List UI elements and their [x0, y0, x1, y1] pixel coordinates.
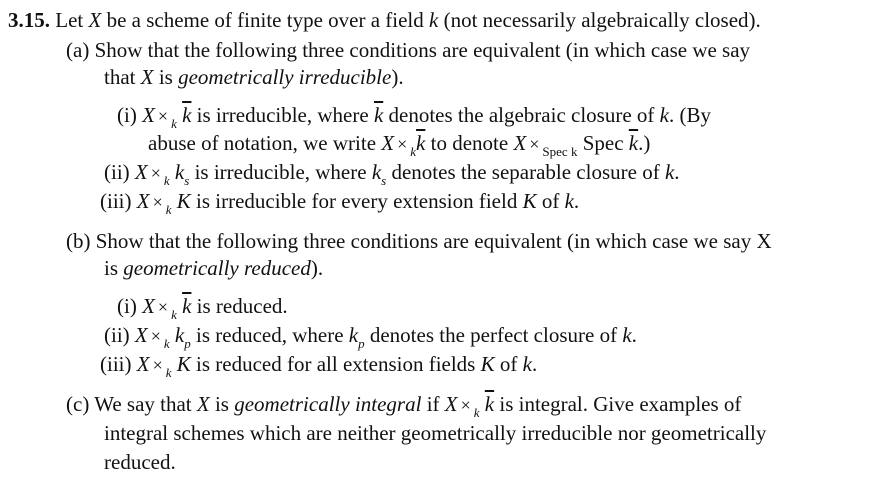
- part-a-item-i-line2: abuse of notation, we write $X \times _k\overline{k}$ to denote X × $_{Spec k}$ Spec $\overline{k}$.): [148, 131, 651, 159]
- part-a-item-ii: (ii) X × $_k$ $k_s$ is irreducible, where $k_s$ denotes the separable closure of k.: [104, 160, 680, 188]
- part-a-label: (a): [66, 38, 90, 62]
- exercise-header: 3.15. Let X be a scheme of finite type over a field k (not necessarily algebraically closed).: [8, 8, 761, 32]
- part-b-item-ii: (ii) X × $_k$ $k_p$ is reduced, where $k_p$ denotes the perfect closure of k.: [104, 323, 637, 351]
- part-a-item-i: (i) X × $_k$ $\overline{k}$ is irreducible, where $\overline{k}$ denotes the algebraic closure of k. (By: [117, 103, 711, 131]
- exercise-number: 3.15.: [8, 8, 50, 32]
- part-b-label: (b): [66, 229, 91, 253]
- part-c-line2: integral schemes which are neither geometrically irreducible nor geometrically: [104, 421, 767, 445]
- part-b-item-iii: (iii) X × $_k$ K is reduced for all extension fields K of k.: [100, 352, 538, 380]
- part-a-line1: (a) Show that the following three conditions are equivalent (in which case we say: [66, 38, 751, 62]
- part-a-line2: that X is geometrically irreducible).: [104, 65, 404, 89]
- part-c-line1: (c) We say that X is geometrically integral if X × $_k$ $\overline{k}$ is integral. Give examples of: [66, 392, 742, 420]
- part-b-line2: is geometrically reduced).: [104, 256, 324, 280]
- part-b-item-i: (i) X × $_k$ $\overline{k}$ is reduced.: [117, 294, 288, 322]
- part-a-item-iii: (iii) X × $_k$ K is irreducible for every extension field K of k.: [100, 189, 580, 217]
- part-b-line1: (b) Show that the following three conditions are equivalent (in which case we say X: [66, 229, 772, 253]
- part-c-label: (c): [66, 392, 90, 416]
- part-c-line3: reduced.: [104, 450, 176, 474]
